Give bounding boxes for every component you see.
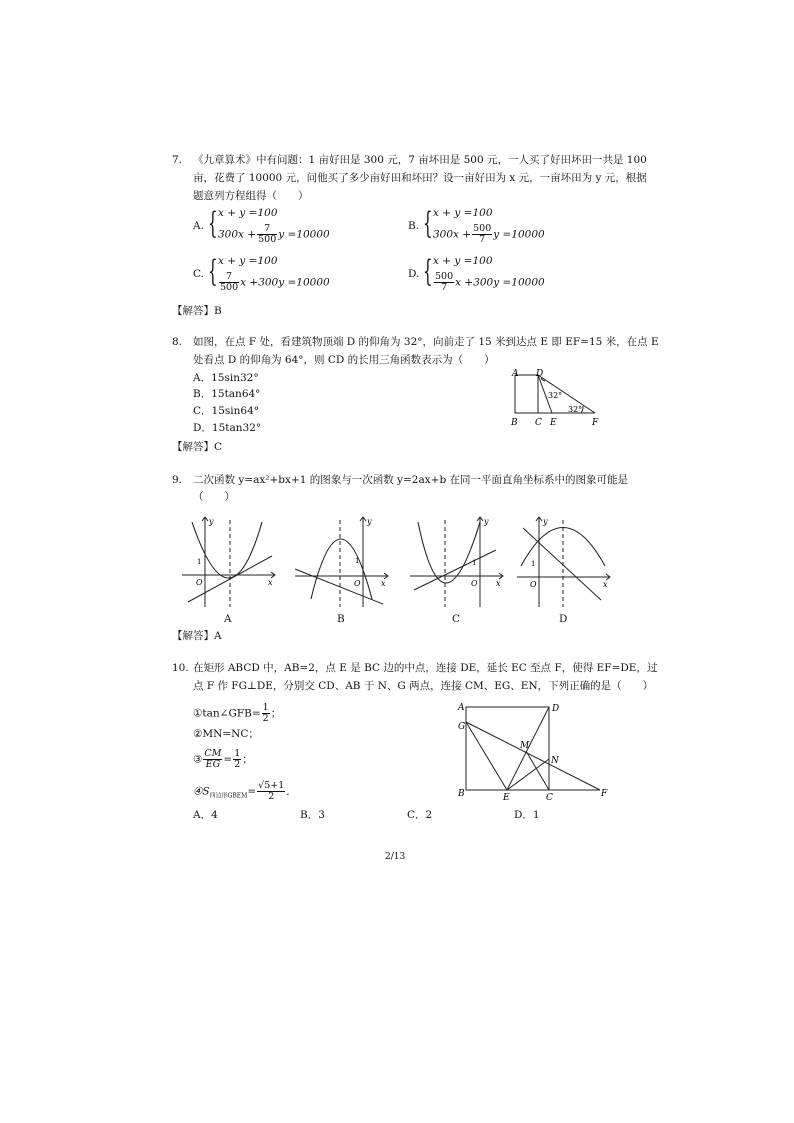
- q10-label-f: F: [601, 789, 608, 799]
- axis-label-x: x: [496, 579, 501, 588]
- axis-label-x: x: [603, 580, 608, 589]
- q7-option-a: [193, 207, 393, 249]
- q7-option-label: C.: [193, 268, 204, 280]
- brace-icon: {: [208, 254, 218, 289]
- q10-text-line1: 在矩形 ABCD 中，AB=2，点 E 是 BC 边的中点，连接 DE，延长 EC 至点 F，使得 EF=DE，过: [193, 662, 658, 674]
- parabola-curve: [192, 522, 262, 578]
- parabola-curve: [418, 522, 480, 583]
- q8-text-line1: 如图，在点 F 处，看建筑物顶端 D 的仰角为 32°，向前走了 15 米到达点 E 即 EF=15 米，在点 E: [193, 336, 659, 348]
- q7-equation-1: x + y =100: [218, 207, 278, 219]
- origin-label: O: [530, 580, 537, 589]
- q8-number: 8.: [172, 336, 183, 348]
- q8-line-df: [538, 375, 595, 413]
- q8-option-c: C．15sin64°: [193, 405, 260, 417]
- q9-answer: 【解答】A: [172, 630, 222, 642]
- q8-building-rect: [515, 375, 538, 413]
- q7-equation-2: 300x + $\frac{500}{7}$ y =10000: [433, 223, 545, 245]
- q10-line-cm: [526, 751, 549, 790]
- q9-graph-b: [293, 514, 393, 609]
- q8-option-d: D．15tan32°: [193, 422, 262, 434]
- axis-label-x: x: [268, 578, 273, 587]
- q10-text-line2: 点 F 作 FG⊥DE，分别交 CD、AB 于 N、G 两点，连接 CM、EG、EN，下列正确的是（ ）: [193, 680, 654, 692]
- q7-equation-2: 300x + $\frac{7}{500}$ y =10000: [218, 223, 330, 245]
- q8-label-e: E: [550, 418, 557, 428]
- q10-label-n: N: [551, 756, 559, 766]
- q10-label-g: G: [458, 722, 466, 732]
- q10-number: 10.: [172, 662, 189, 674]
- q7-option-label: A.: [193, 220, 204, 232]
- q10-option-d: D．1: [514, 809, 540, 821]
- brace-icon: {: [208, 206, 218, 241]
- intercept-label-one: 1: [355, 557, 360, 565]
- q10-option-c: C．2: [407, 809, 433, 821]
- q7-option-c: [193, 255, 393, 297]
- q7-equation-1: x + y =100: [433, 207, 493, 219]
- q7-option-label: B.: [408, 220, 420, 232]
- q8-label-a: A: [512, 369, 519, 379]
- page-number: 2/13: [385, 852, 406, 862]
- q10-label-e: E: [503, 793, 510, 803]
- q9-graph-label-d: D: [559, 613, 568, 625]
- axis-label-y: y: [209, 517, 214, 526]
- q9-number: 9.: [172, 474, 183, 486]
- q10-option-b: B．3: [300, 809, 325, 821]
- q8-answer: 【解答】C: [172, 441, 223, 453]
- q9-graph-c: [408, 514, 508, 609]
- q7-answer: 【解答】B: [172, 305, 222, 317]
- q9-graph-d: [515, 514, 615, 609]
- q10-statement-3: ③ $\frac{CM}{EG}$ = $\frac{1}{2}$ ；: [193, 748, 253, 770]
- q10-line-en: [507, 759, 549, 790]
- q10-statement-4: $④S_{四边形GBEM}=$ $\frac{√5+1}{2}$ ．: [193, 780, 297, 802]
- brace-icon: {: [423, 254, 433, 289]
- q7-text-line3: 题意列方程组得（ ）: [193, 190, 309, 202]
- q10-rectangle-abcd: [466, 707, 549, 790]
- q10-option-a: A．4: [193, 809, 218, 821]
- brace-icon: {: [423, 206, 433, 241]
- origin-label: O: [354, 579, 361, 588]
- q7-option-b: [408, 207, 608, 249]
- q8-option-a: A．15sin32°: [193, 372, 259, 384]
- axis-label-y: y: [543, 517, 548, 526]
- q10-statement-1: ①tan∠GFB= $\frac{1}{2}$ ；: [193, 702, 282, 724]
- axis-label-y: y: [367, 517, 372, 526]
- q7-equation-1: x + y =100: [433, 255, 493, 267]
- q7-equation-2: $\frac{500}{7}$ x +300y =10000: [435, 271, 545, 293]
- q8-figure: [505, 365, 615, 430]
- q8-label-f: F: [592, 418, 599, 428]
- intercept-label-one: 1: [472, 559, 477, 567]
- origin-label: O: [471, 579, 478, 588]
- linear-function-line: [295, 569, 383, 604]
- origin-label: O: [196, 578, 203, 587]
- q7-text-line2: 亩，花费了 10000 元，问他买了多少亩好田和坏田？设一亩好田为 x 元，一亩坏田为 y 元，根据: [193, 172, 647, 184]
- q8-label-b: B: [511, 418, 518, 428]
- q8-label-angle2: 32°: [568, 405, 583, 414]
- intercept-label-one: 1: [197, 558, 202, 566]
- q10-label-c: C: [546, 793, 553, 803]
- q8-label-c: C: [535, 418, 542, 428]
- q7-option-label: D.: [408, 268, 420, 280]
- q9-graph-label-a: A: [224, 613, 232, 625]
- q8-label-angle1: 32°: [548, 391, 563, 400]
- q7-text-line1: 《九章算术》中有问题：1 亩好田是 300 元，7 亩坏田是 500 元，一人买了好田坏田一共是 100: [193, 154, 647, 166]
- intercept-label-one: 1: [531, 560, 536, 568]
- q10-label-a: A: [458, 703, 465, 713]
- q8-label-d: D: [536, 369, 544, 379]
- q10-figure: [450, 698, 615, 804]
- q10-label-d: D: [552, 704, 560, 714]
- q8-text-line2: 处看点 D 的仰角为 64°，则 CD 的长用三角函数表示为（ ）: [193, 354, 495, 366]
- axis-label-x: x: [381, 579, 386, 588]
- q7-option-d: [408, 255, 608, 297]
- q9-graph-a: [180, 514, 280, 609]
- axis-label-y: y: [484, 517, 489, 526]
- q10-label-b: B: [458, 789, 465, 799]
- q9-graph-label-b: B: [337, 613, 345, 625]
- q7-number: 7.: [172, 154, 183, 166]
- q9-text-line1: 二次函数 y=ax²+bx+1 的图象与一次函数 y=2ax+b 在同一平面直角坐标系中的图象可能是: [193, 474, 629, 486]
- q9-text-line2: （ ）: [193, 491, 235, 503]
- q10-label-m: M: [520, 741, 530, 751]
- q7-equation-1: x + y =100: [218, 255, 278, 267]
- q9-graph-label-c: C: [452, 613, 461, 625]
- q10-statement-2: ②MN=NC；: [193, 728, 259, 740]
- q7-equation-2: $\frac{7}{500}$ x +300y =10000: [220, 271, 330, 293]
- q8-option-b: B．15tan64°: [193, 388, 261, 400]
